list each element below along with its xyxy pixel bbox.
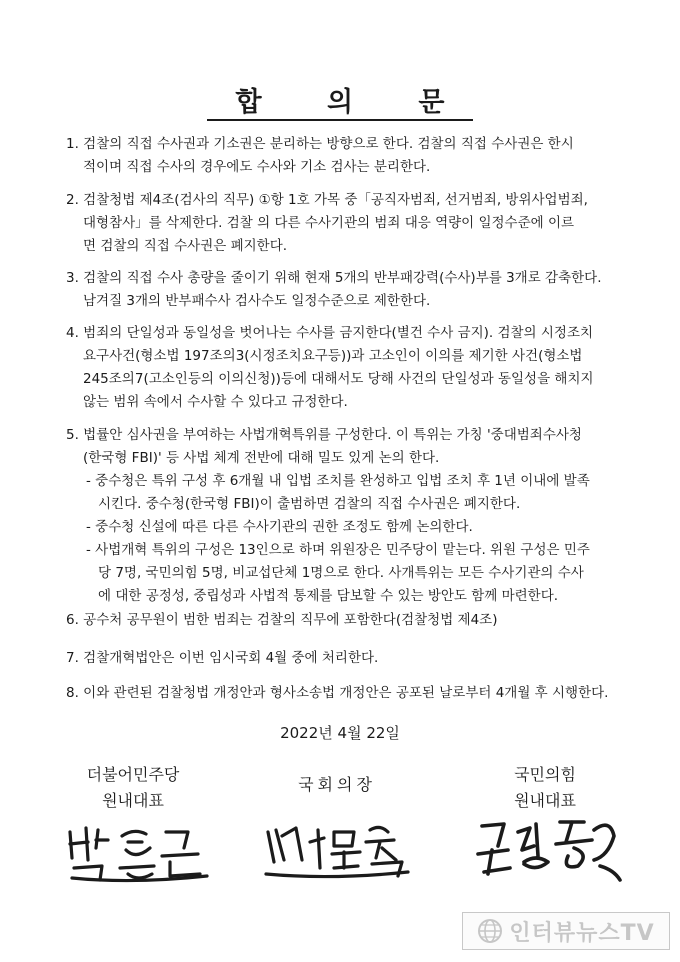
clause-5 — [66, 424, 636, 608]
clause-1 — [66, 133, 636, 179]
signatory-right — [470, 762, 620, 814]
clause-4 — [66, 322, 636, 414]
watermark-text: 인터뷰뉴스TV — [509, 920, 655, 946]
clause-1-line-1: 1. 검찰의 직접 수사권과 기소권은 분리하는 방향으로 한다. 검찰의 직접 수사권은 한시 — [66, 136, 574, 152]
clause-4-line-3: 245조의7(고소인등의 이의신청))등에 대해서도 당해 사건의 단일성과 동일성을 해치지 — [83, 371, 594, 387]
clause-5-subitem-3: - 사법개혁 특위의 구성은 13인으로 하며 위원장은 민주당이 맡는다. 위원 구성은 민주 — [86, 542, 590, 558]
clause-8 — [66, 682, 636, 705]
clause-5-subitem-1: - 중수청은 특위 구성 후 6개월 내 입법 조치를 완성하고 입법 조치 후 1년 이내에 발족 — [86, 473, 590, 489]
clause-7 — [66, 647, 636, 670]
clause-4-line-2: 요구사건(형소법 197조의3(시정조치요구등))과 고소인이 이의를 제기한 사건(형소법 — [83, 348, 583, 364]
watermark-badge — [462, 912, 670, 950]
clause-2-line-3: 면 검찰의 직접 수사권은 폐지한다. — [83, 238, 288, 254]
clause-3-line-2: 남겨질 3개의 반부패수사 검사수도 일정수준으로 제한한다. — [83, 293, 431, 309]
clause-6 — [66, 609, 636, 632]
clause-5-subitem-2: - 중수청 신설에 따른 다른 수사기관의 권한 조정도 함께 논의한다. — [86, 519, 473, 535]
clause-1-line-2: 적이며 직접 수사의 경우에도 수사와 기소 검사는 분리한다. — [83, 159, 431, 175]
signatory-right-party: 국민의힘 — [514, 765, 576, 784]
signatory-left-role: 원내대표 — [102, 791, 164, 810]
signatory-left-party: 더불어민주당 — [86, 765, 180, 784]
agreement-date: 2022년 4월 22일 — [280, 724, 400, 742]
clause-2-line-2: 대형참사」를 삭제한다. 검찰 의 다른 수사기관의 범죄 대응 역량이 일정수준에 이르 — [83, 215, 575, 231]
clause-3-line-1: 3. 검찰의 직접 수사 총량을 줄이기 위해 현재 5개의 반부패강력(수사)부를 3개로 감축한다. — [66, 270, 602, 286]
clause-6-line-1: 6. 공수처 공무원이 범한 범죄는 검찰의 직무에 포함한다(검찰청법 제4조) — [66, 612, 498, 628]
globe-icon — [477, 918, 503, 944]
clause-5-subitem-3-cont-2: 에 대한 공정성, 중립성과 사법적 통제를 담보할 수 있는 방안도 함께 마련한다. — [98, 588, 559, 604]
signatory-center — [262, 772, 412, 798]
signature-park-hong-geun — [62, 818, 212, 886]
clause-2-line-1: 2. 검찰청법 제4조(검사의 직무) ①항 1호 가목 중「공직자범죄, 선거범죄, 방위사업범죄, — [66, 192, 588, 208]
clause-4-line-1: 4. 범죄의 단일성과 동일성을 벗어나는 수사를 금지한다(별건 수사 금지). 검찰의 시정조치 — [66, 325, 594, 341]
signatory-left — [58, 762, 208, 814]
clause-2 — [66, 189, 636, 258]
clause-8-line-1: 8. 이와 관련된 검찰청법 개정안과 형사소송법 개정안은 공포된 날로부터 4개월 후 시행한다. — [66, 685, 609, 701]
clause-7-line-1: 7. 검찰개혁법안은 이번 임시국회 4월 중에 처리한다. — [66, 650, 379, 666]
clause-4-line-4: 않는 범위 속에서 수사할 수 있다고 규정한다. — [83, 394, 348, 410]
signatory-right-role: 원내대표 — [514, 791, 576, 810]
clause-5-line-2: (한국형 FBI)' 등 사법 체계 전반에 대해 밀도 있게 논의 한다. — [83, 450, 440, 466]
document-title: 합 의 문 — [0, 80, 680, 119]
clause-5-subitem-3-cont-1: 당 7명, 국민의힘 5명, 비교섭단체 1명으로 한다. 사개특위는 모든 수사기관의 수사 — [98, 565, 584, 581]
clause-5-subitem-1-cont: 시킨다. 중수청(한국형 FBI)이 출범하면 검찰의 직접 수사권은 폐지한다. — [98, 496, 521, 512]
clause-3 — [66, 267, 636, 313]
signature-park-byeong-seug — [262, 812, 412, 882]
clause-5-line-1: 5. 법률안 심사권을 부여하는 사법개혁특위를 구성한다. 이 특위는 가칭 '중대범죄수사청 — [66, 427, 582, 443]
signature-kwon-seong-dong — [474, 810, 624, 888]
signatory-center-role: 국회의장 — [298, 775, 376, 794]
